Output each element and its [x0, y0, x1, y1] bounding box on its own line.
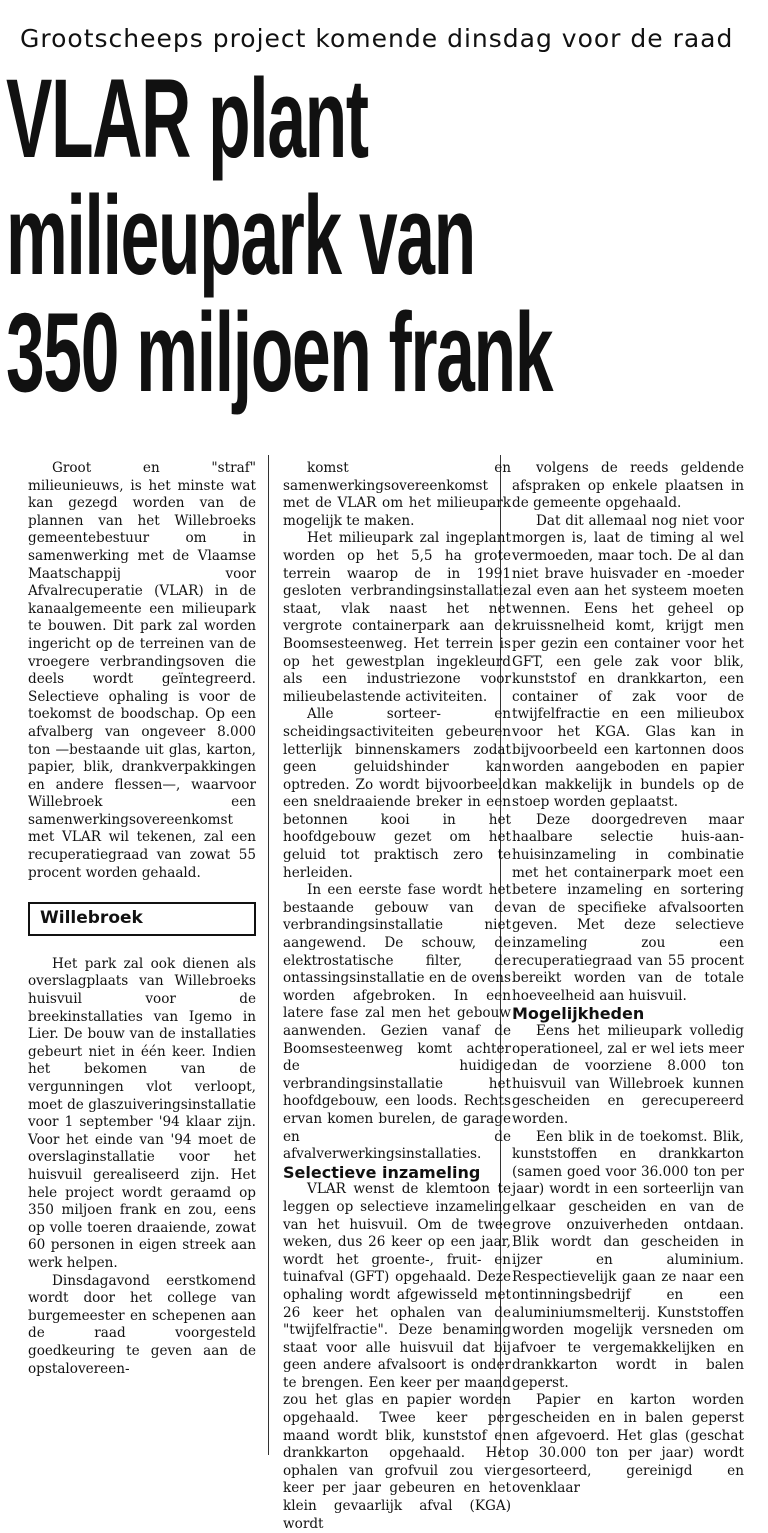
paragraph: Papier en karton worden gescheiden en in balen geperst en afgevoerd. Het glas (geschat op 30.000 ton per jaar) wordt gesorteerd, gereinigd en ovenklaar — [512, 1392, 744, 1497]
paragraph: In een eerste fase wordt het bestaande gebouw van de verbrandingsinstallatie niet aangewend. De schouw, de elektrostatische filter, de ontassingsinstallatie en de ovens worden afgebroken. In een latere fase zal men het gebouw aanwenden. Gezien vanaf de Boomsesteenweg komt achter de huidige verbrandingsinstallatie het hoofdgebouw, een loods. Rechts ervan komen burelen, de garage en de afvalverwerkingsinstallaties. — [283, 882, 511, 1163]
section-box-label: Willebroek — [28, 902, 256, 936]
column-3 — [512, 460, 744, 1498]
subheading: Selectieve inzameling — [283, 1162, 481, 1182]
paragraph: Dat dit allemaal nog niet voor morgen is, laat de timing al wel vermoeden, maar toch. De al dan niet brave huisvader en -moeder zal even aan het systeem moeten wennen. Eens het geheel op kruissnelheid komt, krijgt men per gezin een container voor het GFT, een gele zak voor blik, kunststof en drankkarton, een container of zak voor de twijfelfractie en een milieubox voor het KGA. Glas kan in bijvoorbeeld een kartonnen doos worden aangeboden en papier kan makkelijk in bundels op de stoep worden geplaatst. — [512, 512, 744, 811]
paragraph: volgens de reeds geldende afspraken op enkele plaatsen in de gemeente opgehaald. — [512, 460, 744, 512]
article-headline — [6, 56, 553, 415]
headline-line-1: VLAR plant — [6, 56, 368, 181]
headline-line-3: 350 miljoen frank — [6, 290, 553, 415]
column-2 — [283, 460, 511, 1533]
subheading: Mogelijkheden — [512, 1004, 645, 1024]
paragraph: Alle sorteer- en scheidingsactiviteiten gebeuren letterlijk binnenskamers zodat geen geluidshinder kan optreden. Zo wordt bijvoorbeeld een sneldraaiende breker in een betonnen kooi in het hoofdgebouw gezet om het geluid tot praktisch zero te herleiden. — [283, 706, 511, 881]
article-kicker: Grootscheeps project komende dinsdag voor de raad — [20, 24, 734, 53]
paragraph: Eens het milieupark volledig operationeel, zal er wel iets meer dan de voorziene 8.000 ton huisvuil van Willebroek kunnen gescheiden en gerecupereerd worden. — [512, 1023, 744, 1127]
column-rule — [268, 455, 269, 1455]
paragraph: Groot en "straf" milieunieuws, is het minste wat kan gezegd worden van de plannen van het Willebroeks gemeentebestuur om in samenwerking met de Vlaamse Maatschappij voor Afvalrecuperatie (VLAR) in de kanaalgemeente een milieupark te bouwen. Dit park zal worden ingericht op de terreinen van de vroegere verbrandingsoven die deels wordt geïntegreerd. Selectieve ophaling is voor de toekomst de boodschap. Op een afvalberg van ongeveer 8.000 ton —bestaande uit glas, karton, papier, blik, drankverpakkingen en andere flessen—, waarvoor Willebroek een samenwerkingsovereenkomst met VLAR wil tekenen, zal een recuperatiegraad van zowat 55 procent worden gehaald. — [28, 460, 256, 881]
paragraph: Dinsdagavond eerstkomend wordt door het college van burgemeester en schepenen aan de raad voorgesteld goedkeuring te geven aan de opstalovereen- — [28, 1272, 256, 1377]
headline-line-2: milieupark van — [6, 173, 475, 298]
paragraph: komst en samenwerkingsovereenkomst met de VLAR om het milieupark mogelijk te maken. — [283, 460, 511, 529]
paragraph: Deze doorgedreven maar haalbare selectie huis-aan-huisinzameling in combinatie met het containerpark moet een betere inzameling en sortering van de specifieke afvalsoorten geven. Met deze selectieve inzameling zou een recuperatiegraad van 55 procent bereikt worden van de totale hoeveelheid aan huisvuil. — [512, 811, 744, 1004]
paragraph: Een blik in de toekomst. Blik, kunststoffen en drankkarton (samen goed voor 36.000 ton per jaar) wordt in een sorteerlijn van elkaar gescheiden en van de grove onzuiverheden ontdaan. Blik wordt dan gescheiden in ijzer en aluminium. Respectievelijk gaan ze naar een ontinningsbedrijf en een aluminiumsmelterij. Kunststoffen worden mogelijk versneden om afvoer te vergemakkelijken en drankkarton wordt in balen geperst. — [512, 1128, 744, 1391]
column-1 — [28, 460, 256, 1378]
paragraph: Het milieupark zal ingeplant worden op het 5,5 ha grote terrein waarop de in 1991 gesloten verbrandingsinstallatie staat, vlak naast het net vergrote containerpark aan de Boomsesteenweg. Het terrein is op het gewestplan ingekleurd als een industriezone voor milieubelastende activiteiten. — [283, 530, 511, 705]
paragraph: VLAR wenst de klemtoon te leggen op selectieve inzameling van het huisvuil. Om de twee weken, dus 26 keer op een jaar, wordt het groente-, fruit- en tuinafval (GFT) opgehaald. Deze ophaling wordt afgewisseld met 26 keer het ophalen van de "twijfelfractie". Deze benaming staat voor alle huisvuil dat bij geen andere afvalsoort is onder te brengen. Een keer per maand zou het glas en papier worden opgehaald. Twee keer per maand wordt blik, kunststof en drankkarton opgehaald. Het ophalen van grofvuil zou vier keer per jaar gebeuren en het klein gevaarlijk afval (KGA) wordt — [283, 1181, 511, 1532]
paragraph: Het park zal ook dienen als overslagplaats van Willebroeks huisvuil voor de breekinstallaties van Igemo in Lier. De bouw van de installaties gebeurt niet in één keer. Indien het bekomen van de vergunningen vlot verloopt, moet de glaszuiveringsinstallatie voor 1 september '94 klaar zijn. Voor het einde van '94 moet de overslaginstallatie voor het huisvuil gerealiseerd zijn. Het hele project wordt geraamd op 350 miljoen frank en zou, eens op volle toeren draaiende, zowat 60 personen in eigen streek aan werk helpen. — [28, 955, 256, 1271]
